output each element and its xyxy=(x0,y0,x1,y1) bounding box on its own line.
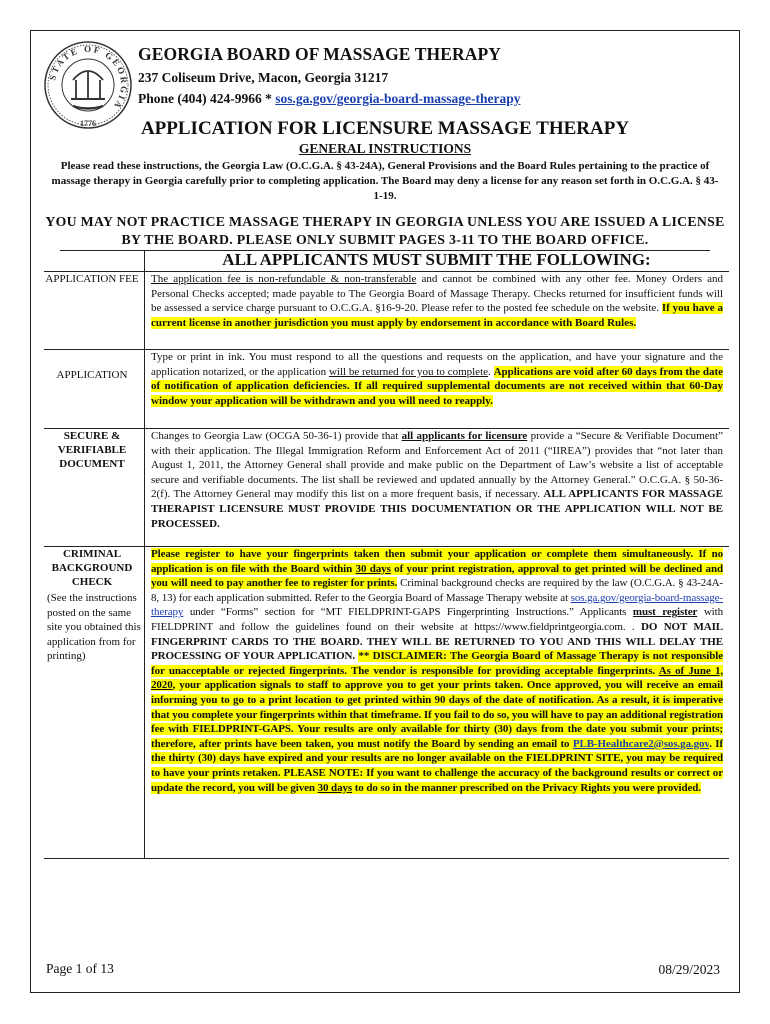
board-website-link[interactable]: sos.ga.gov/georgia-board-massage-therapy xyxy=(275,91,521,106)
row-label-application-fee: APPLICATION FEE xyxy=(45,273,139,285)
application-fee-text: The application fee is non-refundable & non-transferable and cannot be combined with any other fee. Money Orders and Personal Checks accepted; made payable to The Georgia Board of Massage Therapy. Checks returned for insufficient funds will be assessed a service charge pursuant to O.C.G.A. §16-9-20. Please refer to the posted fee schedule on the website. If you have a current license in another jurisdiction you must apply by endorsement in accordance with Board Rules. xyxy=(151,273,724,329)
table-column-divider xyxy=(144,250,145,858)
practice-warning: YOU MAY NOT PRACTICE MASSAGE THERAPY IN GEORGIA UNLESS YOU ARE ISSUED A LICENSE BY THE BOARD. PLEASE ONLY SUBMIT PAGES 3-11 TO THE BOARD OFFICE. xyxy=(45,214,725,247)
table-row-divider xyxy=(44,858,729,859)
organization-name: GEORGIA BOARD OF MASSAGE THERAPY xyxy=(138,44,501,64)
organization-contact xyxy=(138,91,520,107)
general-instructions-heading: GENERAL INSTRUCTIONS xyxy=(298,141,472,156)
row-label-application: APPLICATION xyxy=(56,369,128,381)
application-text: Type or print in ink. You must respond to all the questions and requests on the application, and have your signature and the application notarized, or the application will be returned for you to complete. Applications are void after 60 days from the date of notification of application deficiencies. If all required supplemental documents are not received within that 60-Day window your application will be withdrawn and you will need to reapply. xyxy=(151,351,724,407)
intro-paragraph: Please read these instructions, the Georgia Law (O.C.G.A. § 43-24A), General Provisions and the Board Rules pertaining to the practice of massage therapy in Georgia carefully prior to completing application. The Board may deny a license for any reason set forth in O.C.G.A. § 43-1-19. xyxy=(51,160,719,202)
application-title: APPLICATION FOR LICENSURE MASSAGE THERAPY xyxy=(140,118,630,139)
phone-number: Phone (404) 424-9966 * xyxy=(138,91,276,106)
board-website-link-inline[interactable]: sos.ga.gov/georgia-board-massage-therapy xyxy=(151,591,723,619)
row-label-criminal-background-check: CRIMINAL BACKGROUND CHECK xyxy=(51,548,133,589)
page-number: Page 1 of 13 xyxy=(46,961,114,976)
seal-ring-text: STATE OF GEORGIA xyxy=(47,43,130,112)
row-label-secure-document: SECURE & VERIFIABLE DOCUMENT xyxy=(57,430,127,471)
seal-year: 1776 xyxy=(80,119,96,128)
criminal-background-note: (See the instructions posted on the same site you obtained this application from for printing) xyxy=(47,592,141,663)
organization-header xyxy=(138,44,520,107)
organization-address: 237 Coliseum Drive, Macon, Georgia 31217 xyxy=(138,70,389,85)
criminal-background-text: Please register to have your fingerprints taken then submit your application or complete them simultaneously. If no application is on file with the Board within 30 days of your print registration, approval to get printed will be declined and you will need to pay another fee to register for prints. Criminal background checks are required by the law (O.C.G.A. § 43-24A-8, 13) for each application submitted. Refer to the Georgia Board of Massage Therapy website at sos.ga.gov/georgia-board-massage-therapy under “Forms” section for “MT FIELDPRINT-GAPS Fingerprinting Instructions.” Applicants must register with FIELDPRINT and follow the guidelines found on their website at https://www.fieldprintgeorgia.com. . DO NOT MAIL FINGERPRINT CARDS TO THE BOARD. THEY WILL BE RETURNED TO YOU AND THIS WILL DELAY THE PROCESSING OF YOUR APPLICATION. ** DISCLAIMER: The Georgia Board of Massage Therapy is not responsible for unacceptable or rejected fingerprints. The vendor is responsible for providing acceptable fingerprints. As of June 1, 2020, your application signals to staff to approve you to get your prints taken. Once approved, you will receive an email informing you to go to a print location to get printed within 90 days of the date of notification. As a result, it is imperative that you complete your fingerprints within that timeframe. If you fail to do so, you will have to pay an additional registration fee with FIELDPRINT-GAPS. Your results are only available for thirty (30) days from the date you submit your prints; therefore, after prints have been taken, you must notify the Board by sending an email to PLB-Healthcare2@sos.ga.gov. If the thirty (30) days have expired and your results are no longer available on the FIELDPRINT SITE, you may be required to have your prints retaken. PLEASE NOTE: If you want to challenge the accuracy of the background results or correct or update the record, you will be given 30 days to do so in the manner prescribed on the Privacy Rights you were provided. xyxy=(151,548,724,794)
requirements-heading: ALL APPLICANTS MUST SUBMIT THE FOLLOWING: xyxy=(222,250,651,269)
secure-document-text: Changes to Georgia Law (OCGA 50-36-1) provide that all applicants for licensure provide a “Secure & Verifiable Document” with their application. The Illegal Immigration Reform and Enforcement Act of 2011 (“IIREA”) provides that “not later than August 1, 2011, the Attorney General shall provide and make public on the Department of Law’s website a list of acceptable secure and verifiable documents. The list shall be reviewed and updated annually by the Attorney General.” O.C.G.A. § 50-36-2(f). The Attorney General may modify this list on a more frequent basis, if necessary. ALL APPLICANTS FOR MASSAGE THERAPIST LICENSURE MUST PROVIDE THIS DOCUMENTATION OR THE APPLICATION WILL NOT BE PROCESSED. xyxy=(151,430,723,530)
healthcare-email-link[interactable]: PLB-Healthcare2@sos.ga.gov xyxy=(572,737,710,750)
georgia-state-seal-icon xyxy=(43,40,133,130)
revision-date: 08/29/2023 xyxy=(658,962,720,977)
